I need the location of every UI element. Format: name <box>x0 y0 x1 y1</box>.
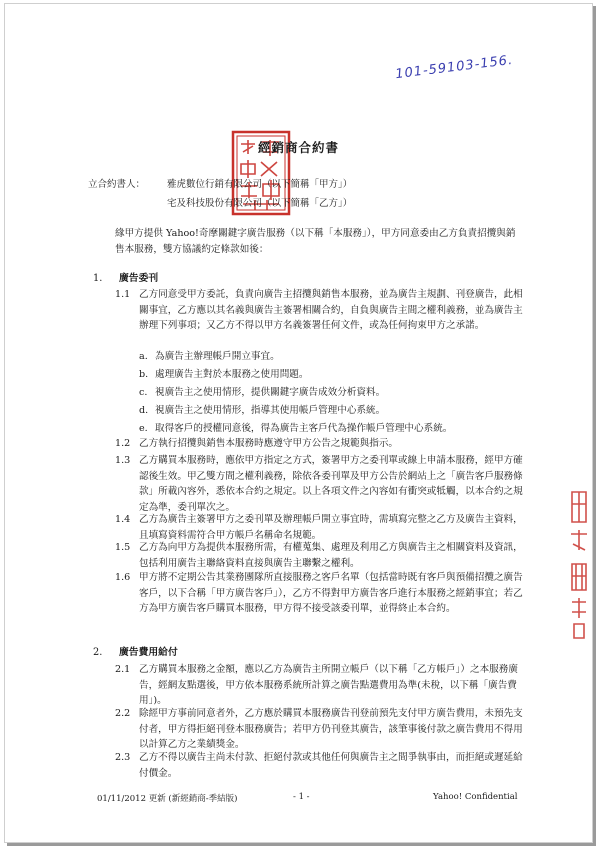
subitem-a <box>139 348 280 362</box>
subitem-text: 取得客戶的授權同意後，得為廣告主客戶代為操作帳戶管理中心系統。 <box>155 423 453 434</box>
subitem-text: 視廣告主之使用情形，提供關鍵字廣告成效分析資料。 <box>155 387 386 398</box>
clause-text: 乙方不得以廣告主尚未付款、拒絕付款或其他任何與廣告主之間爭執事由，而拒絕或遲延給付價金。 <box>139 752 523 779</box>
subitem-text: 為廣告主辦理帳戶開立事宜。 <box>155 351 280 362</box>
party-a: 雅虎數位行銷有限公司（以下簡稱「甲方」） <box>167 179 353 190</box>
footer-page-number: - 1 - <box>293 792 310 802</box>
section-number: 2. <box>93 647 103 658</box>
clause-number: 2.1 <box>115 664 131 675</box>
clause-text: 乙方購買本服務之金額，應以乙方為廣告主所開立帳戶（以下稱「乙方帳戶」）之本服務廣告，經網友點選後，甲方依本服務系統所計算之廣告點選費用為準(未稅，以下稱「廣告費用」)。 <box>139 664 518 707</box>
handwritten-note: 101-59103-156. <box>394 52 514 83</box>
subitem-text: 處理廣告主對於本服務之使用問題。 <box>155 369 309 380</box>
footer-version: 01/11/2012 更新 (新經銷商-季結版) <box>97 794 238 804</box>
intro-paragraph: 緣甲方提供 Yahoo!奇摩關鍵字廣告服務（以下稱「本服務」），甲方同意委由乙方負責招攬與銷售本服務，雙方協議約定條款如後： <box>115 228 516 255</box>
subitem-text: 視廣告主之使用情形，指導其使用帳戶管理中心系統。 <box>155 405 386 416</box>
subitem-c <box>139 384 385 398</box>
document-title: 經銷商合約書 <box>257 140 339 155</box>
clause-number: 1.1 <box>115 289 131 300</box>
subitem-b <box>139 366 309 380</box>
clause-text: 甲方將不定期公告其業務團隊所直接服務之客戶名單（包括當時既有客戶與預備招攬之廣告客戶，以下合稱「甲方廣告客戶」），乙方不得對甲方廣告客戶進行本服務之經銷事宜；若乙方為甲方廣告客戶購買本服務，甲方得不接受該委刊單，並得終止本合約。 <box>139 572 523 615</box>
clause-number: 2.3 <box>115 752 131 763</box>
subitem-e <box>139 420 452 434</box>
clause-number: 1.6 <box>115 572 131 583</box>
section-title: 廣告委刊 <box>119 273 159 284</box>
subitem-number: e. <box>139 423 148 434</box>
clause-text: 乙方為向甲方為提供本服務所需，有權蒐集、處理及利用乙方與廣告主之相關資料及資訊，包括利用廣告主聯絡資料直接與廣告主聯繫之權利。 <box>139 542 523 569</box>
clause-text: 乙方為廣告主簽署甲方之委刊單及辦理帳戶開立事宜時，需填寫完整之乙方及廣告主資料，且填寫資料需符合甲方帳戶名稱命名規範。 <box>139 514 523 541</box>
section-1-heading <box>93 270 158 284</box>
footer-confidential: Yahoo! Confidential <box>433 792 518 802</box>
subitem-number: c. <box>139 387 148 398</box>
parties-label: 立合約書人： <box>88 179 146 190</box>
clause-number: 1.2 <box>115 438 131 449</box>
clause-text: 乙方執行招攬與銷售本服務時應遵守甲方公告之規範與指示。 <box>139 438 399 449</box>
document-page <box>4 3 593 843</box>
party-b: 宅及科技股份有限公司（以下簡稱「乙方」） <box>167 198 353 209</box>
side-seal-stamp <box>568 484 590 644</box>
clause-text: 除經甲方事前同意者外，乙方應於購買本服務廣告刊登前預先支付甲方廣告費用，未預先支付者，甲方得拒絕刊登本服務廣告；若甲方仍刊登其廣告，該筆事後付款之廣告費用不得用以計算乙方之業績獎金。 <box>139 708 523 751</box>
subitem-number: a. <box>139 351 148 362</box>
clause-text: 乙方購買本服務時，應依甲方指定之方式，簽署甲方之委刊單或線上申請本服務，經甲方確認後生效。甲乙雙方間之權利義務，除依各委刊單及甲方公告於網站上之「廣告客戶服務條款」所載內容外，悉依本合約之規定。以上各項文件之內容如有衝突或牴觸，以本合約之規定為準，委刊單次之。 <box>139 455 523 513</box>
section-number: 1. <box>93 273 103 284</box>
clause-text: 乙方同意受甲方委託，負責向廣告主招攬與銷售本服務，並為廣告主規劃、刊登廣告，此相關事宜，乙方應以其名義與廣告主簽署相關合約，自負與廣告主間之權利義務，並為廣告主辦理下列事項；又乙方不得以甲方名義簽署任何文件，或為任何拘束甲方之承諾。 <box>139 289 523 332</box>
clause-number: 1.5 <box>115 542 131 553</box>
section-2-heading <box>93 644 178 658</box>
subitem-d <box>139 402 385 416</box>
clause-number: 1.4 <box>115 514 131 525</box>
subitem-number: d. <box>139 405 149 416</box>
clause-number: 1.3 <box>115 455 131 466</box>
section-title: 廣告費用給付 <box>119 647 178 658</box>
subitem-number: b. <box>139 369 149 380</box>
clause-number: 2.2 <box>115 708 131 719</box>
